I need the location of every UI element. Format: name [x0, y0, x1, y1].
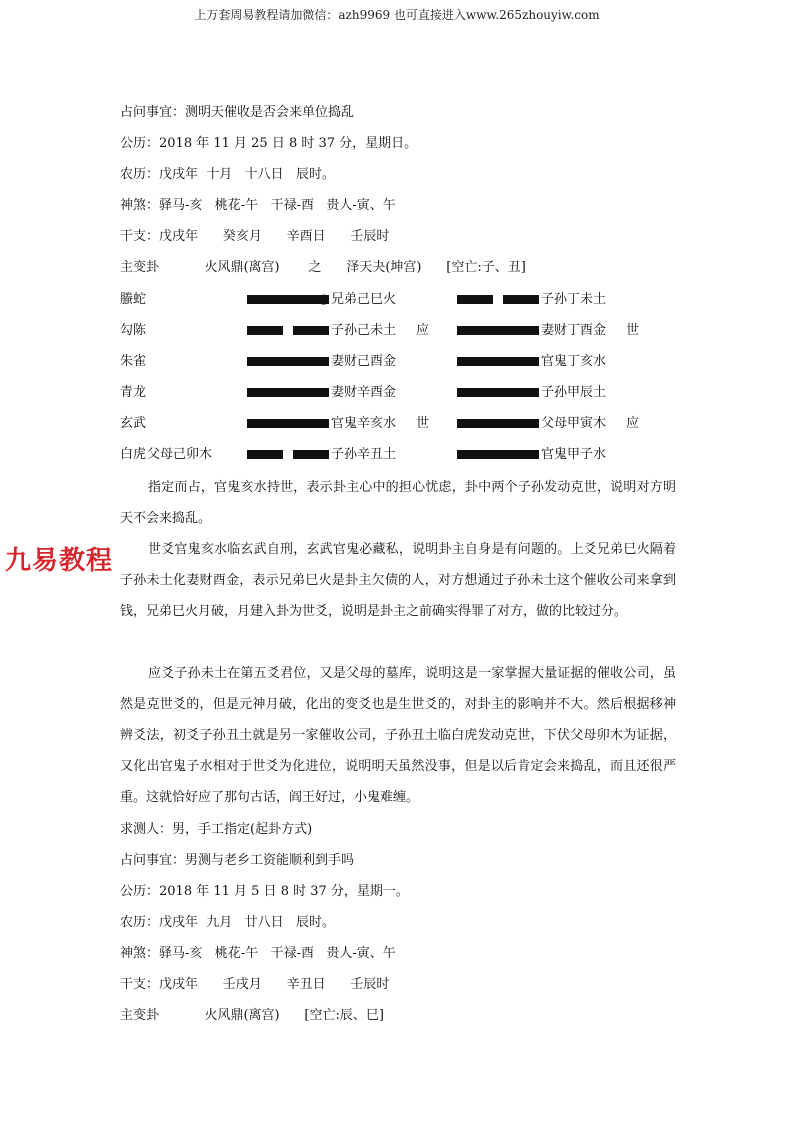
hidden-spirit-label: 父母己卯木 — [147, 447, 213, 462]
main-line-text: 妻财辛酉金 — [331, 385, 397, 400]
main-line-text: 子孙己未土 — [331, 323, 397, 338]
six-god-label: 青龙 — [120, 385, 147, 400]
six-god-label: 玄武 — [120, 416, 147, 431]
case1-nongli: 农历：戊戌年 十月 十八日 辰时。 — [120, 167, 336, 182]
changed-line-text: 官鬼丁亥水 — [541, 354, 607, 369]
case2-querent: 求测人：男，手工指定(起卦方式) — [120, 822, 313, 837]
case1-question: 占问事宜：测明天催收是否会来单位捣乱 — [120, 105, 355, 120]
case2-gongli: 公历：2018 年 11 月 5 日 8 时 37 分，星期一。 — [120, 884, 409, 899]
changed-line-text: 子孙丁未土 — [541, 292, 607, 307]
case1-gongli: 公历：2018 年 11 月 25 日 8 时 37 分，星期日。 — [120, 136, 418, 151]
moving-line-mark: × — [318, 323, 329, 338]
case1-ganzhi: 干支：戊戌年 癸亥月 辛酉日 壬辰时 — [120, 229, 390, 244]
case2-ganzhi: 干支：戊戌年 壬戌月 辛丑日 壬辰时 — [120, 977, 390, 992]
shi-ying-mark: 应 — [416, 323, 430, 338]
case1-biangua: 主变卦 火风鼎(离宫) 之 泽天夬(坤宫) [空亡:子、丑] — [120, 260, 526, 275]
case1-shensha: 神煞：驿马-亥 桃花-午 干禄-酉 贵人-寅、午 — [120, 198, 396, 213]
six-god-label: 勾陈 — [120, 323, 147, 338]
moving-line-mark: ○ — [318, 292, 330, 307]
hexagram-row — [120, 322, 680, 340]
analysis-paragraph-2: 世爻官鬼亥水临玄武自刑，玄武官鬼必藏私，说明卦主自身是有问题的。上爻兄弟巳火隔着子孙未土化妻财酉金，表示兄弟巳火是卦主欠债的人，对方想通过子孙未土这个催收公司来拿到钱，兄弟巳火月破，月建入卦为世爻，说明是卦主之前确实得罪了对方，做的比较过分。 — [120, 542, 676, 619]
analysis-paragraph-3: 应爻子孙未土在第五爻君位，又是父母的墓库，说明这是一家掌握大量证据的催收公司，虽然是克世爻的，但是元神月破，化出的变爻也是生世爻的，对卦主的影响并不大。然后根据移神辨爻法，初爻子孙丑土就是另一家催收公司，子孙丑土临白虎发动克世，下伏父母卯木为证据，又化出官鬼子水相对于世爻为化进位，说明明天虽然没事，但是以后肯定会来捣乱，而且还很严重。这就恰好应了那句古话，阎王好过，小鬼难缠。 — [120, 666, 676, 805]
six-god-label: 螣蛇 — [120, 292, 147, 307]
changed-line-text: 妻财丁酉金 — [541, 323, 607, 338]
changed-line-text: 父母甲寅木 — [541, 416, 607, 431]
hexagram-row — [120, 291, 680, 309]
main-line-text: 子孙辛丑土 — [331, 447, 397, 462]
case2-nongli: 农历：戊戌年 九月 廿八日 辰时。 — [120, 915, 336, 930]
changed-line-text: 子孙甲辰土 — [541, 385, 607, 400]
changed-line-text: 官鬼甲子水 — [541, 447, 607, 462]
shi-ying-mark: 应 — [626, 416, 640, 431]
shi-ying-mark: 世 — [626, 323, 640, 338]
hexagram-row — [120, 446, 680, 464]
main-line-text: 妻财己酉金 — [331, 354, 397, 369]
page-header: 上万套周易教程请加微信：azh9969 也可直接进入www.265zhouyiw.com — [194, 8, 600, 22]
hexagram-row — [120, 353, 680, 371]
analysis-paragraph-1: 指定而占，官鬼亥水持世，表示卦主心中的担心忧虑，卦中两个子孙发动克世，说明对方明天不会来捣乱。 — [120, 480, 676, 526]
main-line-text: 兄弟己巳火 — [331, 292, 397, 307]
six-god-label: 朱雀 — [120, 354, 147, 369]
moving-line-mark: × — [318, 447, 329, 462]
hexagram-row — [120, 415, 680, 433]
case2-question: 占问事宜：男测与老乡工资能顺利到手吗 — [120, 853, 355, 868]
main-line-text: 官鬼辛亥水 — [331, 416, 397, 431]
case2-shensha: 神煞：驿马-亥 桃花-午 干禄-酉 贵人-寅、午 — [120, 946, 396, 961]
shi-ying-mark: 世 — [416, 416, 430, 431]
case2-biangua: 主变卦 火风鼎(离宫) [空亡:辰、巳] — [120, 1008, 384, 1023]
six-god-label: 白虎 — [120, 447, 147, 462]
hexagram-row — [120, 384, 680, 402]
watermark-logo: 九易教程 — [5, 546, 114, 576]
